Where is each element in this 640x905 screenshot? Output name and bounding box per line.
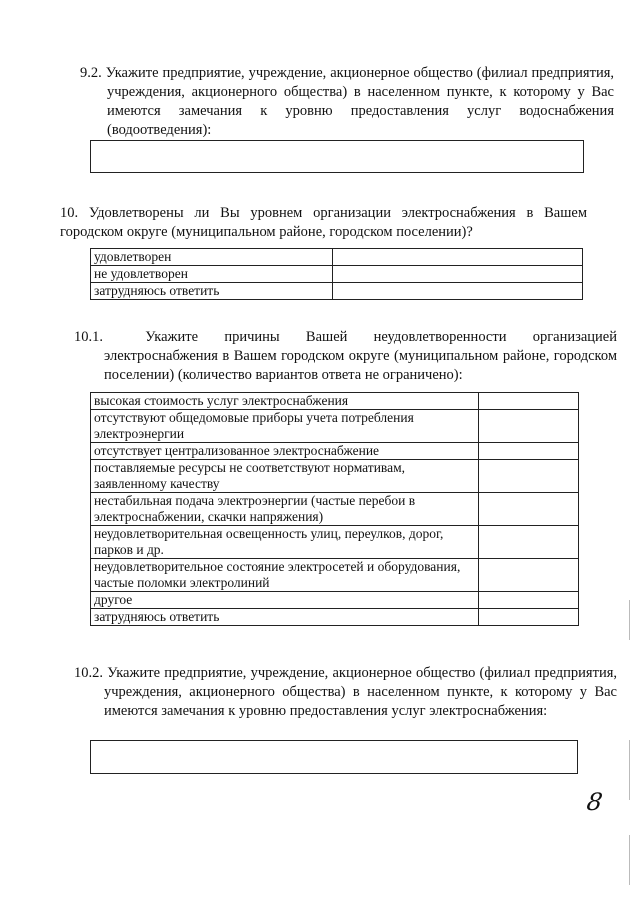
options-table-10-1 <box>90 392 579 626</box>
question-10-1 <box>74 328 617 385</box>
option-checkbox-cell[interactable] <box>479 443 579 460</box>
option-checkbox-cell[interactable] <box>479 559 579 592</box>
table-row <box>91 283 583 300</box>
option-checkbox-cell[interactable] <box>333 266 583 283</box>
option-label: затрудняюсь ответить <box>91 609 479 626</box>
option-label: поставляемые ресурсы не соответствуют нормативам, заявленному качеству <box>91 460 479 493</box>
options-table-10 <box>90 248 583 300</box>
option-checkbox-cell[interactable] <box>333 283 583 300</box>
question-9-2 <box>80 64 614 140</box>
table-row <box>91 609 579 626</box>
question-text: Удовлетворены ли Вы уровнем организации электроснабжения в Вашем городском округе (муниципальном районе, городском поселении)? <box>60 205 587 240</box>
table-row <box>91 460 579 493</box>
table-row <box>91 410 579 443</box>
table-row <box>91 526 579 559</box>
question-number: 10.2. <box>74 665 103 681</box>
scan-edge-mark <box>629 600 630 640</box>
option-label: отсутствует централизованное электроснабжение <box>91 443 479 460</box>
option-checkbox-cell[interactable] <box>479 393 579 410</box>
question-text: Укажите предприятие, учреждение, акционерное общество (филиал предприятия, учреждения, акционерного общества) в населенном пункте, к которому у Вас имеются замечания к уровню предоставления услуг электроснабжения: <box>104 665 617 719</box>
option-label: не удовлетворен <box>91 266 333 283</box>
scan-edge-mark <box>629 740 630 800</box>
option-checkbox-cell[interactable] <box>479 410 579 443</box>
option-label: затрудняюсь ответить <box>91 283 333 300</box>
answer-box-9-2[interactable] <box>90 140 584 173</box>
table-row <box>91 393 579 410</box>
answer-box-10-2[interactable] <box>90 740 578 774</box>
question-10 <box>60 204 587 242</box>
option-checkbox-cell[interactable] <box>333 249 583 266</box>
option-label: неудовлетворительное состояние электросетей и оборудования, частые поломки электролиний <box>91 559 479 592</box>
option-checkbox-cell[interactable] <box>479 526 579 559</box>
question-number: 9.2. <box>80 65 102 81</box>
question-text: Укажите причины Вашей неудовлетворенности организацией электроснабжения в Вашем городском округе (муниципальном районе, городском поселении) (количество вариантов ответа не ограничено): <box>104 329 617 383</box>
option-label: неудовлетворительная освещенность улиц, переулков, дорог, парков и др. <box>91 526 479 559</box>
option-checkbox-cell[interactable] <box>479 493 579 526</box>
option-checkbox-cell[interactable] <box>479 592 579 609</box>
question-10-2 <box>74 664 617 721</box>
option-label: нестабильная подача электроэнергии (частые перебои в электроснабжении, скачки напряжения) <box>91 493 479 526</box>
question-number: 10.1. <box>74 329 103 345</box>
question-text: Укажите предприятие, учреждение, акционерное общество (филиал предприятия, учреждения, акционерного общества) в населенном пункте, к которому у Вас имеются замечания к уровню предоставления услуг водоснабжения (водоотведения): <box>105 65 614 138</box>
scan-edge-mark <box>629 835 630 885</box>
page-number: 8 <box>585 788 605 816</box>
table-row <box>91 559 579 592</box>
table-row <box>91 443 579 460</box>
option-label: другое <box>91 592 479 609</box>
table-row <box>91 249 583 266</box>
option-label: высокая стоимость услуг электроснабжения <box>91 393 479 410</box>
option-checkbox-cell[interactable] <box>479 460 579 493</box>
table-row <box>91 266 583 283</box>
option-checkbox-cell[interactable] <box>479 609 579 626</box>
question-number: 10. <box>60 205 79 221</box>
table-row <box>91 493 579 526</box>
table-row <box>91 592 579 609</box>
option-label: удовлетворен <box>91 249 333 266</box>
option-label: отсутствуют общедомовые приборы учета потребления электроэнергии <box>91 410 479 443</box>
